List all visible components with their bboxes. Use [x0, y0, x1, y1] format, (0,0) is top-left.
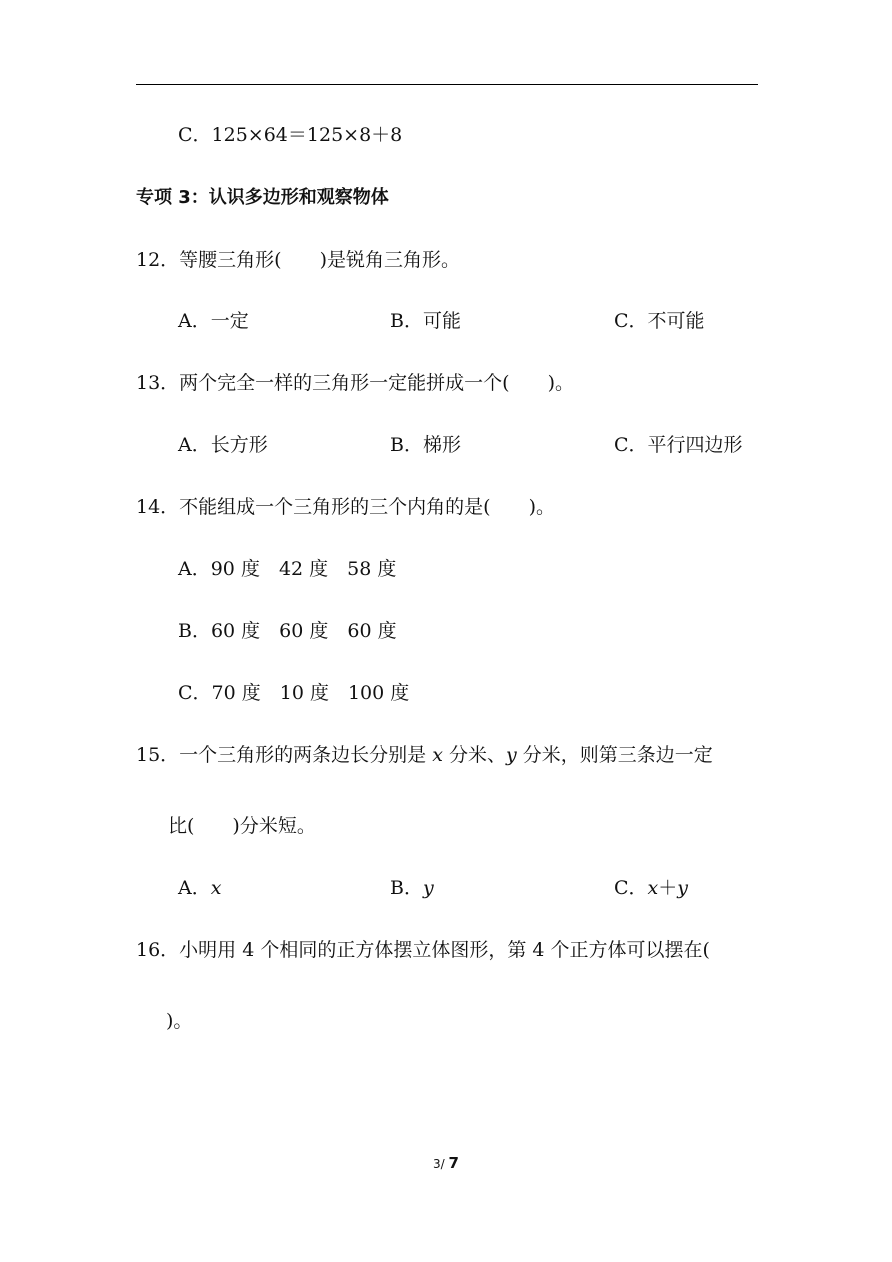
q15-option-a — [178, 876, 221, 900]
q15-var-x: x — [432, 744, 443, 766]
q12-option-b: B．可能 — [390, 310, 461, 332]
q15-a-label: A． — [178, 877, 211, 899]
q15-a-var: x — [210, 877, 222, 899]
section-title: 专项 3：认识多边形和观察物体 — [136, 187, 389, 208]
q14-option-a: A．90 度 42 度 58 度 — [178, 558, 397, 580]
q15-c-label: C． — [614, 877, 648, 899]
q13-option-b: B．梯形 — [390, 434, 461, 456]
q16-stem-line2: )。 — [166, 1010, 193, 1032]
q15-b-label: B． — [390, 877, 423, 899]
q15-text-1: 15．一个三角形的两条边长分别是 — [136, 744, 433, 766]
q14-option-b: B．60 度 60 度 60 度 — [178, 620, 397, 642]
q12-option-c: C．不可能 — [614, 310, 705, 332]
q13-stem: 13．两个完全一样的三角形一定能拼成一个( )。 — [136, 372, 575, 394]
q14-stem: 14．不能组成一个三角形的三个内角的是( )。 — [136, 496, 556, 518]
q15-text-3: 分米，则第三条边一定 — [516, 744, 713, 766]
q15-c-var-x: x — [647, 877, 659, 899]
q15-option-b — [390, 876, 434, 900]
header-rule — [136, 84, 758, 85]
q12-stem: 12．等腰三角形( )是锐角三角形。 — [136, 249, 461, 271]
q15-c-var-y: y — [677, 877, 689, 899]
prev-option-c: C．125×64＝125×8＋8 — [178, 124, 403, 146]
q15-option-c — [614, 876, 688, 900]
q13-option-c: C．平行四边形 — [614, 434, 743, 456]
q15-stem-line1 — [136, 743, 713, 767]
q15-b-var: y — [422, 877, 434, 899]
page-total: 7 — [448, 1154, 459, 1172]
q15-text-2: 分米、 — [442, 744, 506, 766]
q15-stem-line2: 比( )分米短。 — [168, 815, 316, 837]
page-current: 3/ — [433, 1157, 449, 1171]
q14-option-c: C．70 度 10 度 100 度 — [178, 682, 410, 704]
q15-var-y: y — [505, 744, 517, 766]
q13-option-a: A．长方形 — [178, 434, 268, 456]
q16-stem-line1: 16．小明用 4 个相同的正方体摆立体图形，第 4 个正方体可以摆在( — [136, 939, 710, 961]
q12-option-a: A．一定 — [178, 310, 249, 332]
q15-c-op: ＋ — [658, 877, 678, 899]
page-number — [0, 1154, 892, 1172]
